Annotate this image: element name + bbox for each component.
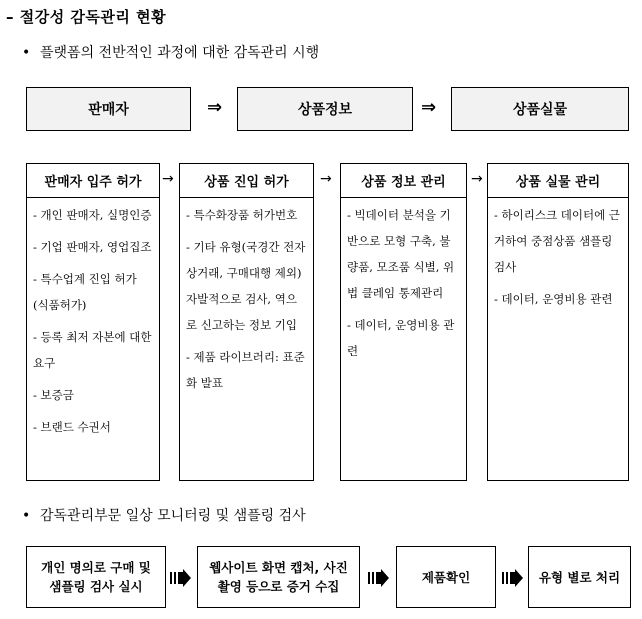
column-title: 상품 진입 허가 [180, 164, 313, 198]
list-item: - 특수화장품 허가번호 [186, 208, 298, 222]
flow-box-product-info: 상품정보 [237, 87, 413, 131]
fat-arrow-icon [368, 569, 390, 587]
column-product-physical-mgmt [487, 163, 629, 481]
list-item: - 기타 유형(국경간 전자상거래, 구매대행 제외) 자발적으로 검사, 역으로 신고하는 정보 기입 [186, 240, 306, 332]
bullet-platform-text: 플랫폼의 전반적인 과정에 대한 감독관리 시행 [40, 45, 320, 61]
process-box-confirm: 제품확인 [396, 546, 496, 608]
column-product-info-mgmt [340, 163, 467, 481]
double-arrow-icon: ⇒ [207, 97, 223, 118]
right-arrow-icon: → [471, 171, 483, 187]
flow-box-product-physical: 상품실물 [451, 87, 629, 131]
right-arrow-icon: → [162, 171, 174, 187]
right-arrow-icon: → [320, 171, 332, 187]
column-title: 상품 실물 관리 [488, 164, 628, 198]
process-box-evidence: 웹사이트 화면 캡처, 사진촬영 등으로 증거 수집 [197, 546, 360, 608]
process-box-purchase: 개인 명의로 구매 및 샘플링 검사 실시 [26, 546, 166, 608]
section-heading: – 절강성 감독관리 현황 [6, 8, 167, 26]
column-title: 판매자 입주 허가 [27, 164, 159, 198]
column-seller-entry [26, 163, 160, 481]
list-item: - 특수업계 진입 허가 (식품허가) [33, 272, 137, 312]
process-box-handle: 유형 별로 처리 [528, 546, 631, 608]
list-item: - 브랜드 수권서 [33, 420, 111, 434]
column-product-entry [179, 163, 314, 481]
bullet-dot: • [22, 508, 31, 524]
bullet-monitoring-text: 감독관리부문 일상 모니터링 및 샘플링 검사 [40, 508, 306, 524]
double-arrow-icon: ⇒ [421, 97, 437, 118]
flow-box-seller: 판매자 [26, 87, 191, 131]
bullet-monitoring [22, 505, 306, 525]
list-item: - 보증금 [33, 388, 74, 402]
fat-arrow-icon [502, 569, 524, 587]
column-title: 상품 정보 관리 [341, 164, 466, 198]
list-item: - 제품 라이브러리: 표준화 발표 [186, 350, 305, 390]
bullet-dot: • [22, 45, 31, 61]
list-item: - 등록 최저 자본에 대한 요구 [33, 330, 152, 370]
list-item: - 데이터, 운영비용 관련 [494, 292, 613, 306]
list-item: - 데이터, 운영비용 관련 [347, 318, 455, 358]
list-item: - 빅데이터 분석을 기반으로 모형 구축, 불량품, 모조품 식별, 위법 클레임 통제관리 [347, 208, 455, 300]
list-item: - 기업 판매자, 영업집조 [33, 240, 152, 254]
bullet-platform [22, 42, 319, 62]
fat-arrow-icon [170, 569, 192, 587]
list-item: - 개인 판매자, 실명인증 [33, 208, 152, 222]
list-item: - 하이리스크 데이터에 근거하여 중점상품 샘플링 검사 [494, 208, 620, 274]
